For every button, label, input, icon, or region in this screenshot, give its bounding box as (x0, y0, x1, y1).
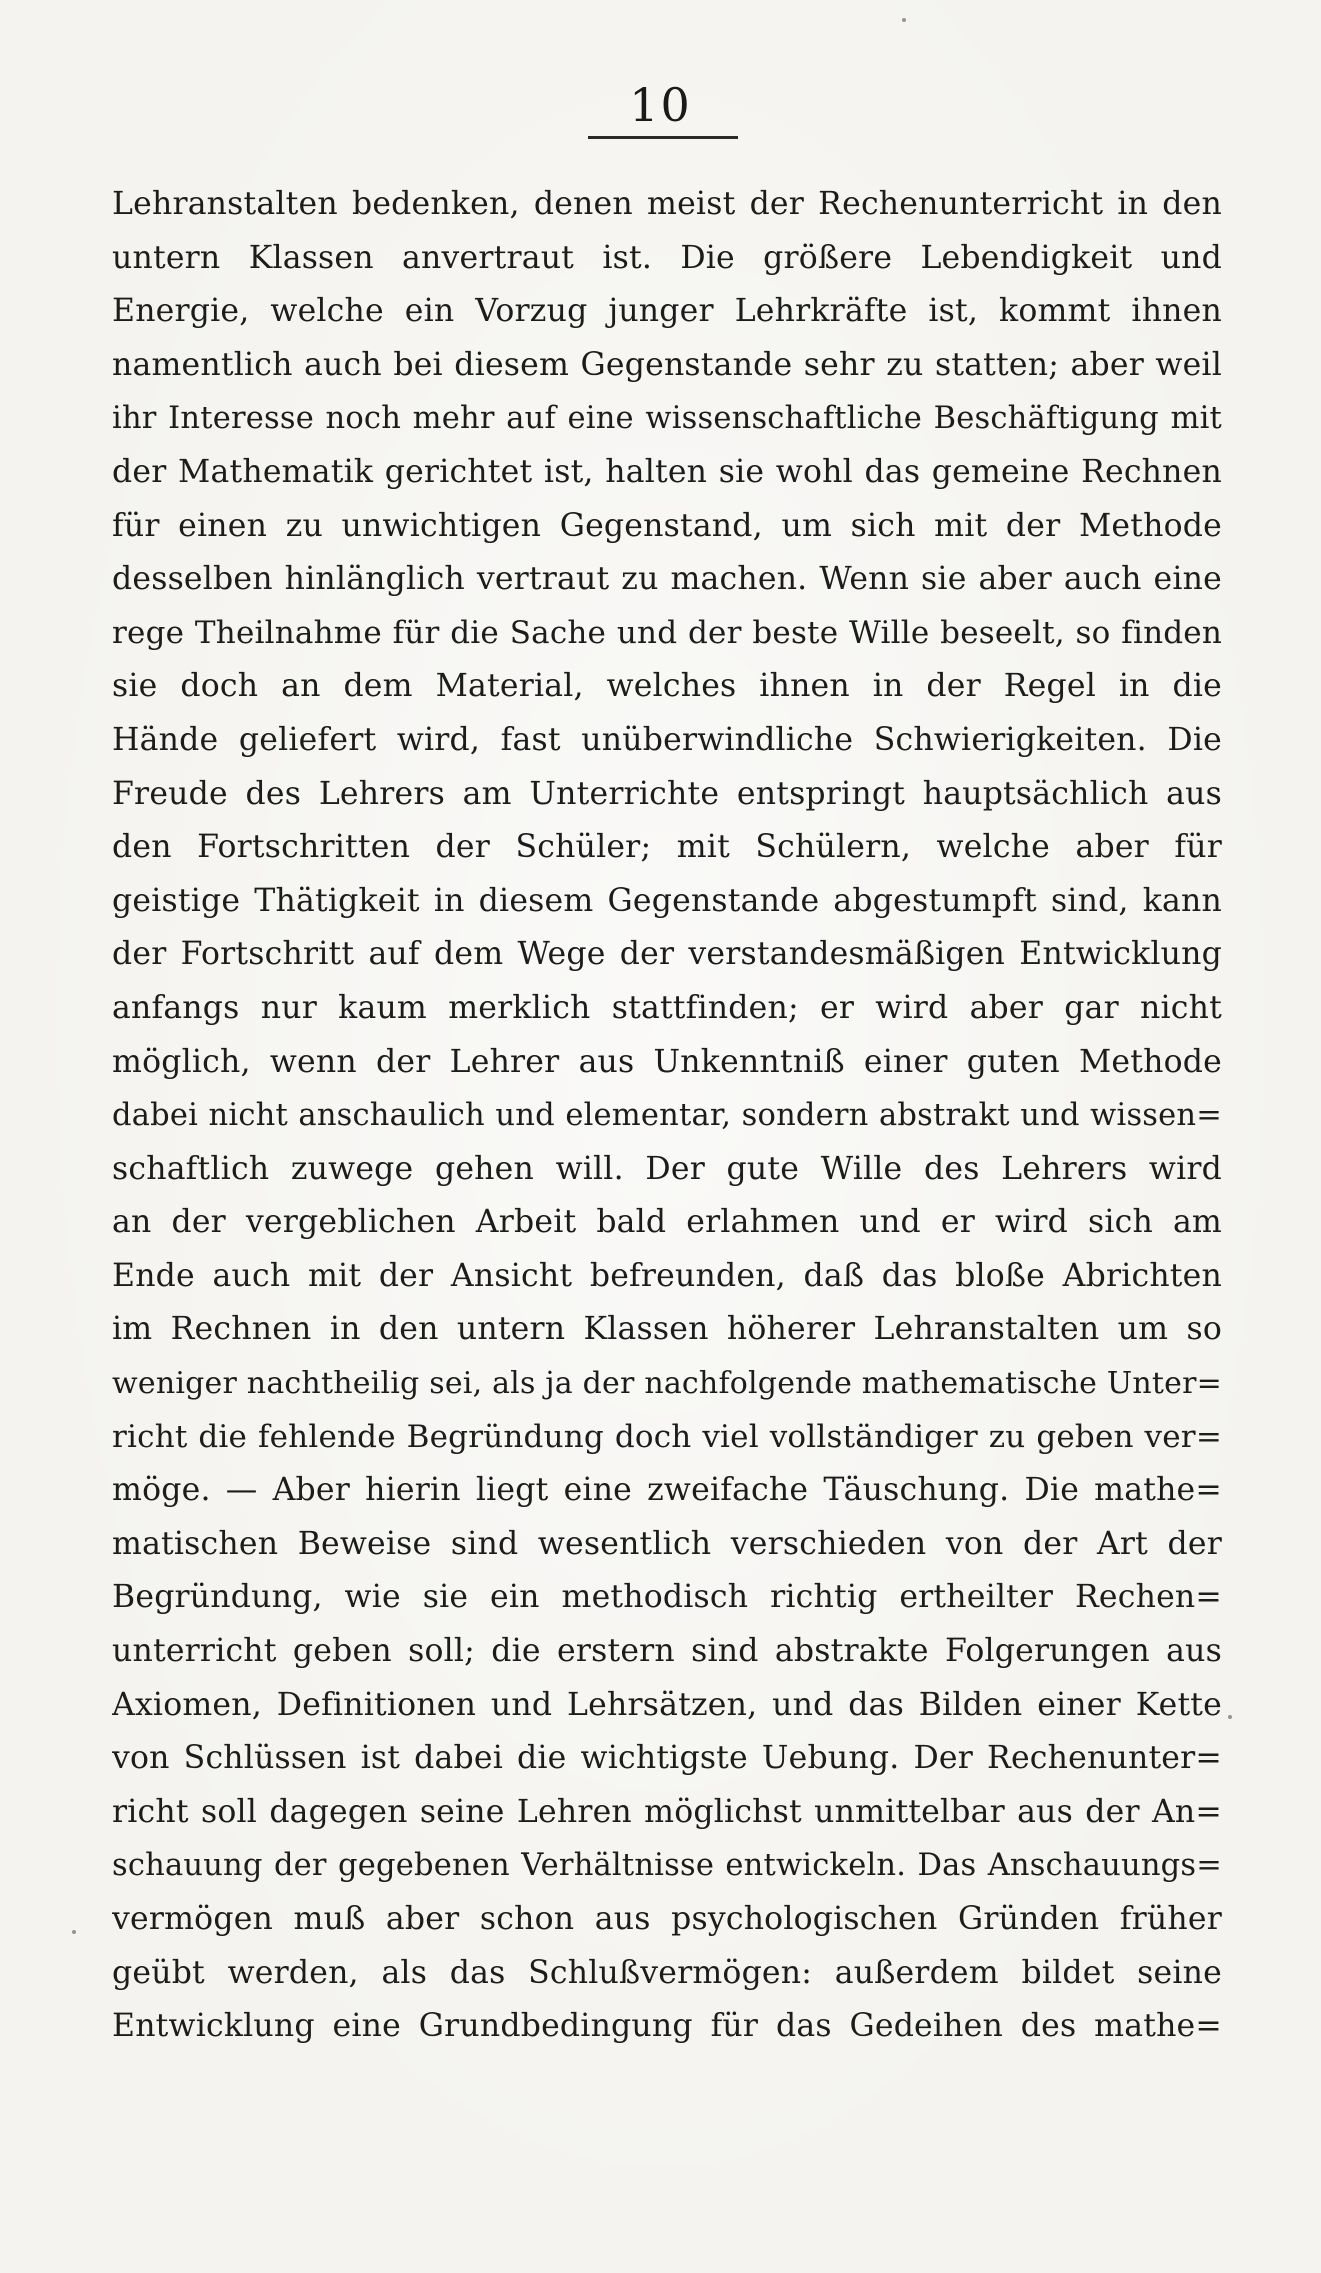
text-line: untern Klassen anvertraut ist. Die größere Lebendigkeit und (112, 239, 1222, 276)
paper-speck (902, 18, 906, 22)
text-line: von Schlüssen ist dabei die wichtigste Uebung. Der Rechenunter= (112, 1740, 1222, 1777)
text-line: vermögen muß aber schon aus psychologischen Gründen früher (112, 1901, 1222, 1937)
text-line: rege Theilnahme für die Sache und der beste Wille beseelt, so finden (112, 614, 1222, 651)
text-line: Ende auch mit der Ansicht befreunden, daß das bloße Abrichten (112, 1257, 1222, 1294)
text-line: sie doch an dem Material, welches ihnen in der Regel in die (112, 668, 1222, 705)
text-line: Energie, welche ein Vorzug junger Lehrkräfte ist, kommt ihnen (112, 293, 1222, 330)
text-line: den Fortschritten der Schüler; mit Schülern, welche aber für (112, 829, 1222, 866)
header-rule (588, 136, 738, 139)
text-line: desselben hinlänglich vertraut zu machen. Wenn sie aber auch eine (112, 561, 1222, 598)
text-line: der Mathematik gerichtet ist, halten sie wohl das gemeine Rechnen (112, 453, 1222, 490)
text-line: für einen zu unwichtigen Gegenstand, um sich mit der Methode (112, 507, 1222, 544)
text-line: an der vergeblichen Arbeit bald erlahmen und er wird sich am (112, 1204, 1222, 1241)
text-line: Begründung, wie sie ein methodisch richtig ertheilter Rechen= (112, 1579, 1222, 1616)
text-line: matischen Beweise sind wesentlich verschieden von der Art der (112, 1525, 1222, 1562)
text-line: möglich, wenn der Lehrer aus Unkenntniß einer guten Methode (112, 1043, 1222, 1080)
text-line: ihr Interesse noch mehr auf eine wissenschaftliche Beschäftigung mit (112, 401, 1222, 437)
text-line: anfangs nur kaum merklich stattfinden; er wird aber gar nicht (112, 989, 1222, 1026)
body-text (112, 178, 1222, 2054)
text-line: geübt werden, als das Schlußvermögen: außerdem bildet seine (112, 1954, 1222, 1991)
text-line: weniger nachtheilig sei, als ja der nachfolgende mathematische Unter= (112, 1366, 1222, 1402)
text-line: dabei nicht anschaulich und elementar, sondern abstrakt und wissen= (112, 1098, 1222, 1134)
text-line: unterricht geben soll; die erstern sind abstrakte Folgerungen aus (112, 1633, 1222, 1670)
text-line: Axiomen, Definitionen und Lehrsätzen, und das Bilden einer Kette (112, 1686, 1222, 1723)
text-line: Entwicklung eine Grundbedingung für das Gedeihen des mathe= (112, 2008, 1222, 2045)
paper-speck (1228, 1715, 1232, 1719)
text-line: geistige Thätigkeit in diesem Gegenstande abgestumpft sind, kann (112, 882, 1222, 919)
page-number: 10 (629, 78, 692, 132)
text-line: schaftlich zuwege gehen will. Der gute Wille des Lehrers wird (112, 1150, 1222, 1187)
text-line: Hände geliefert wird, fast unüberwindliche Schwierigkeiten. Die (112, 721, 1222, 758)
text-line: namentlich auch bei diesem Gegenstande sehr zu statten; aber weil (112, 346, 1222, 383)
text-line: richt die fehlende Begründung doch viel vollständiger zu geben ver= (112, 1418, 1222, 1455)
text-line: der Fortschritt auf dem Wege der verstandesmäßigen Entwicklung (112, 936, 1222, 973)
text-line: Freude des Lehrers am Unterrichte entspringt hauptsächlich aus (112, 775, 1222, 812)
text-line: Lehranstalten bedenken, denen meist der Rechenunterricht in den (112, 186, 1222, 222)
text-line: richt soll dagegen seine Lehren möglichst unmittelbar aus der An= (112, 1793, 1222, 1830)
text-line: schauung der gegebenen Verhältnisse entwickeln. Das Anschauungs= (112, 1848, 1222, 1884)
paper-speck (72, 1930, 76, 1934)
text-line: möge. — Aber hierin liegt eine zweifache Täuschung. Die mathe= (112, 1472, 1222, 1509)
text-line: im Rechnen in den untern Klassen höherer Lehranstalten um so (112, 1311, 1222, 1348)
